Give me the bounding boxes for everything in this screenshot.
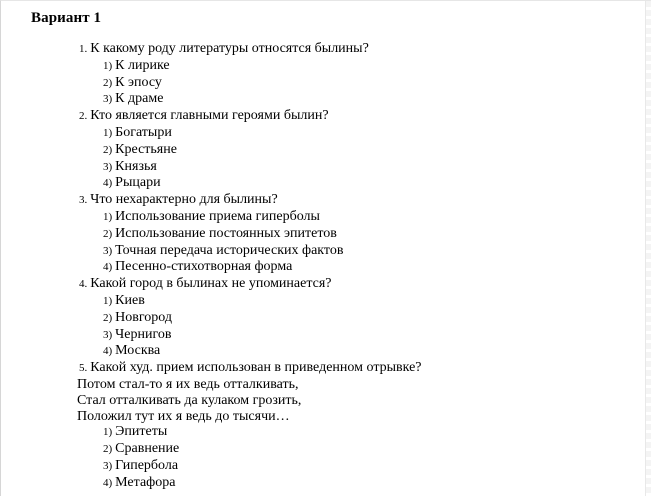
question-number: 5. — [79, 362, 88, 375]
option-text: К эпосу — [115, 74, 162, 90]
option-text: Новгород — [115, 309, 173, 325]
option-text: Использование постоянных эпитетов — [115, 225, 337, 241]
option-text: Богатыри — [115, 124, 172, 140]
option-text: Песенно-стихотворная форма — [115, 259, 293, 275]
question-text: Что нехарактерно для былины? — [90, 192, 278, 208]
question-2-option-1 — [1, 125, 601, 142]
option-number: 3) — [103, 93, 113, 106]
option-number: 2) — [103, 443, 113, 456]
option-text: Чернигов — [115, 326, 172, 342]
question-number: 2. — [79, 110, 88, 123]
option-text: Сравнение — [115, 441, 180, 457]
question-1-option-1 — [1, 58, 601, 75]
option-text: Использование приема гиперболы — [115, 208, 320, 224]
quote-line-3: Положил тут их я ведь до тысячи… — [77, 408, 290, 424]
option-number: 1) — [103, 59, 113, 72]
option-text: Гипербола — [115, 457, 179, 473]
question-number: 1. — [79, 43, 88, 55]
option-text: Крестьяне — [115, 141, 177, 157]
question-3 — [1, 192, 601, 209]
question-2-option-4 — [1, 175, 601, 192]
question-list — [1, 41, 601, 492]
option-text: Метафора — [115, 474, 176, 490]
page-edge — [645, 1, 651, 496]
question-4-option-2 — [1, 310, 601, 327]
question-3-option-3 — [1, 243, 601, 260]
question-3-option-2 — [1, 226, 601, 243]
option-number: 1) — [103, 210, 113, 223]
option-number: 2) — [103, 227, 113, 240]
question-2 — [1, 108, 601, 125]
option-number: 3) — [103, 459, 113, 472]
question-4 — [1, 276, 601, 293]
option-number: 2) — [103, 143, 113, 156]
option-text: К драме — [115, 91, 164, 107]
option-number: 4) — [103, 261, 113, 274]
option-text: Рыцари — [115, 175, 161, 191]
option-number: 4) — [103, 345, 113, 358]
option-text: Точная передача исторических фактов — [115, 242, 344, 258]
question-3-option-1 — [1, 209, 601, 226]
question-1-option-3 — [1, 91, 601, 108]
option-number: 4) — [103, 476, 113, 489]
question-5 — [1, 360, 601, 377]
question-4-option-1 — [1, 293, 601, 310]
question-text: Какой худ. прием использован в приведенном отрывке? — [90, 360, 422, 376]
question-5-option-1 — [1, 424, 601, 441]
question-2-option-3 — [1, 159, 601, 176]
option-text: Эпитеты — [115, 424, 168, 440]
question-number: 4. — [79, 278, 88, 291]
question-4-option-3 — [1, 327, 601, 344]
question-5-option-2 — [1, 441, 601, 458]
question-text: Кто является главными героями былин? — [90, 108, 329, 124]
option-number: 3) — [103, 328, 113, 341]
question-text: Какой город в былинах не упоминается? — [90, 276, 332, 292]
quote-line-2: Стал отталкивать да кулаком грозить, — [77, 392, 302, 408]
question-5-option-3 — [1, 458, 601, 475]
option-number: 1) — [103, 426, 113, 439]
question-4-option-4 — [1, 343, 601, 360]
option-text: Князья — [115, 158, 157, 174]
option-text: Москва — [115, 343, 161, 359]
quote-line-1: Потом стал-то я их ведь отталкивать, — [77, 376, 299, 392]
question-number: 3. — [79, 194, 88, 207]
question-text: К какому роду литературы относятся былины? — [90, 41, 369, 56]
option-number: 3) — [103, 160, 113, 173]
option-text: Киев — [115, 292, 145, 308]
question-1-option-2 — [1, 75, 601, 92]
option-text: К лирике — [115, 57, 170, 73]
page-title: Вариант 1 — [31, 10, 102, 26]
question-2-option-2 — [1, 142, 601, 159]
option-number: 3) — [103, 244, 113, 257]
question-1 — [1, 41, 601, 58]
question-3-option-4 — [1, 259, 601, 276]
question-5-option-4 — [1, 475, 601, 492]
option-number: 4) — [103, 177, 113, 190]
option-number: 1) — [103, 294, 113, 307]
option-number: 2) — [103, 76, 113, 89]
option-number: 2) — [103, 311, 113, 324]
option-number: 1) — [103, 126, 113, 139]
